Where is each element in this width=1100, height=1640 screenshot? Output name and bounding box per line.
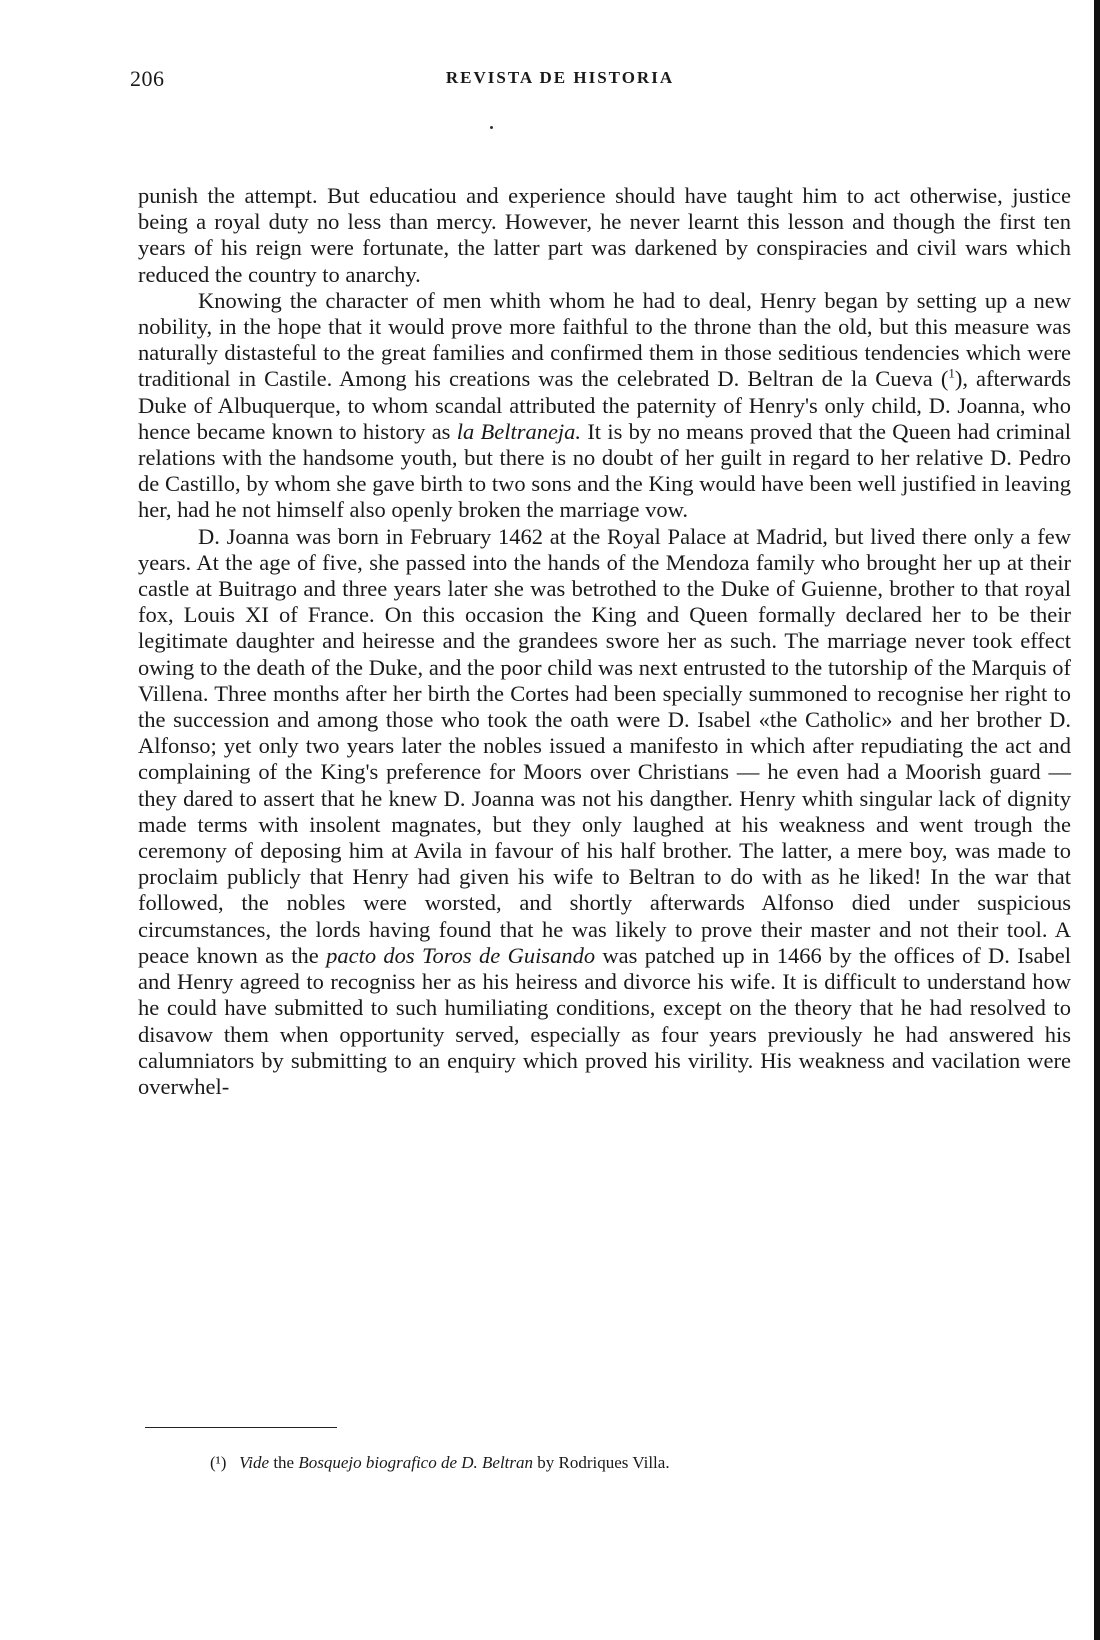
footnote-book-title: Bosquejo biografico de D. Beltran — [298, 1453, 534, 1472]
scan-edge — [1094, 0, 1100, 1640]
footnote-rule — [145, 1427, 337, 1428]
footnote-mark: (¹) — [210, 1453, 227, 1472]
footnote-reference: 1 — [948, 365, 955, 381]
footnote-the: the — [269, 1453, 299, 1472]
paragraph-3 — [138, 524, 1071, 1100]
footnote-author: by Rodriques Villa. — [533, 1453, 670, 1472]
footnote-vide: Vide — [239, 1453, 270, 1472]
paragraph-2-text-c: It is by no means proved that the Queen had criminal relations with the handsome youth, but there is no doubt of her guilt in regard to her relative D. Pedro de Castillo, by whom she gave birth to two sons and the King would have been well justified in leaving her, had he not himself also openly broken the marriage vow. — [138, 418, 1071, 523]
paragraph-2-text-b: ), afterwards Duke of Albuquerque, to whom scandal attributed the paternity of Henry's only child, D. Joanna, who hence became known to history as — [138, 366, 1071, 444]
paragraph-2-text-a: Knowing the character of men whith whom he had to deal, Henry began by setting up a new nobility, in the hope that it would prove more faithful to the throne than the old, but this measure was naturally distasteful to the great families and confirmed them in those seditious tendencies which were traditional in Castile. Among his creations was the celebrated D. Beltran de la Cueva ( — [138, 287, 1071, 392]
body-text — [138, 183, 1071, 1100]
paragraph-2 — [138, 288, 1071, 524]
paragraph-1 — [138, 183, 1071, 288]
footnote — [210, 1452, 1030, 1474]
journal-title — [130, 68, 1080, 88]
paragraph-3-text-b: was patched up in 1466 by the offices of D. Isabel and Henry agreed to recogniss her as his heiress and divorce his wife. It is difficult to understand how he could have submitted to such humiliating conditions, except on the theory that he had resolved to disavow them when opportunity served, especially as four years previously he had answered his calumniators by submitting to an enquiry which proved his virility. His weakness and vacilation were overwhel- — [138, 942, 1071, 1099]
ink-speck — [490, 126, 493, 129]
running-head — [130, 66, 1080, 96]
paragraph-3-text-a: D. Joanna was born in February 1462 at the Royal Palace at Madrid, but lived there only a few years. At the age of five, she passed into the hands of the Mendoza family who brought her up at their castle at Buitrago and three years later she was betrothed to the Duke of Guienne, brother to that royal fox, Louis XI of France. On this occasion the King and Queen formally declared her to be their legitimate daughter and heiresse and the grandees swore her as such. The marriage never took effect owing to the death of the Duke, and the poor child was next entrusted to the tutorship of the Marquis of Villena. Three months after her birth the Cortes had been specially summoned to recognise her right to the succession and among those who took the oath were D. Isabel «the Catholic» and her brother D. Alfonso; yet only two years later the nobles issued a manifesto in which after repudiating the act and complaining of the King's preference for Moors over Christians — he even had a Moorish guard — they dared to assert that he knew D. Joanna was not his dangther. Henry whith singular lack of dignity made terms with insolent magnates, but they only laughed at his weakness and went trough the ceremony of deposing him at Avila in favour of his half brother. The latter, a mere boy, was made to proclaim publicly that Henry had given his wife to Beltran to do with as he liked! In the war that followed, the nobles were worsted, and shortly afterwards Alfonso died under suspicious circumstances, the lords having found that he was likely to prove their master and not their tool. A peace known as the — [138, 523, 1071, 968]
paragraph-3-italic: pacto dos Toros de Guisando — [326, 942, 596, 968]
paragraph-2-italic: la Beltraneja. — [456, 418, 582, 444]
paragraph-1-text: punish the attempt. But educatiou and experience should have taught him to act otherwise, justice being a royal duty no less than mercy. However, he never learnt this lesson and though the first ten years of his reign were fortunate, the latter part was darkened by conspiracies and civil wars which reduced the country to anarchy. — [138, 183, 1071, 287]
page-number: 206 — [130, 66, 165, 91]
journal-title-text: REVISTA DE HISTORIA — [445, 68, 675, 87]
